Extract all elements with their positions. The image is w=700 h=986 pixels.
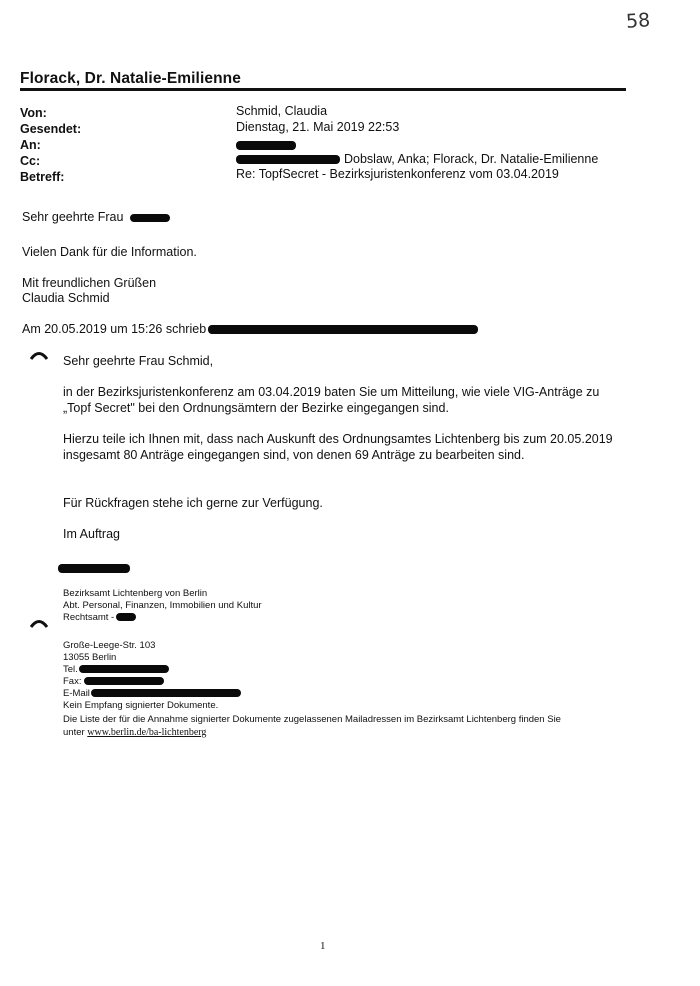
quote-mark-icon xyxy=(30,350,48,360)
reply-thanks: Vielen Dank für die Information. xyxy=(22,245,197,259)
district-office-link[interactable]: www.berlin.de/ba-lichtenberg xyxy=(87,727,207,738)
sig-link-row xyxy=(63,727,206,739)
header-divider xyxy=(20,88,626,91)
signer-name-redacted xyxy=(58,560,130,578)
redaction xyxy=(130,214,170,222)
sig-city: 13055 Berlin xyxy=(63,652,117,663)
mailbox-owner-name: Florack, Dr. Natalie-Emilienne xyxy=(20,70,241,87)
footer-page-number: 1 xyxy=(320,940,326,952)
sent-value: Dienstag, 21. Mai 2019 22:53 xyxy=(236,120,400,134)
cc-row xyxy=(236,152,598,166)
sig-email-label: E-Mail xyxy=(63,688,90,699)
quoted-para2-line2: insgesamt 80 Anträge eingegangen sind, von denen 69 Anträge zu bearbeiten sind. xyxy=(63,448,525,462)
sig-fax-label: Fax: xyxy=(63,676,82,687)
reply-signature: Claudia Schmid xyxy=(22,291,110,305)
sig-no-signed-docs: Kein Empfang signierter Dokumente. xyxy=(63,700,219,711)
quoted-greeting: Sehr geehrte Frau Schmid, xyxy=(63,354,214,368)
sig-list-note: Die Liste der für die Annahme signierter Dokumente zugelassenen Mailadressen im Bezirksamt Lichtenberg finden Sie xyxy=(63,714,561,725)
sig-unit-row xyxy=(63,612,136,624)
quoted-para3: Für Rückfragen stehe ich gerne zur Verfügung. xyxy=(63,496,323,510)
subject-value: Re: TopfSecret - Bezirksjuristenkonferenz vom 03.04.2019 xyxy=(236,167,559,181)
quoted-para1-line2: „Topf Secret" bei den Ordnungsämtern der Bezirke eingegangen sind. xyxy=(63,401,449,415)
quoted-para2-line1: Hierzu teile ich Ihnen mit, dass nach Auskunft des Ordnungsamtes Lichtenberg bis zum 20.05.2019 xyxy=(63,432,613,446)
to-label: An: xyxy=(20,138,41,152)
from-label: Von: xyxy=(20,106,47,120)
sig-tel-label: Tel. xyxy=(63,664,78,675)
sig-email-row xyxy=(63,688,241,700)
sig-list-prefix: unter xyxy=(63,727,85,738)
cc-redaction xyxy=(236,155,340,164)
redaction xyxy=(208,325,478,334)
sig-office: Bezirksamt Lichtenberg von Berlin xyxy=(63,588,208,599)
handwritten-page-number: 58 xyxy=(625,9,651,33)
quote-mark-icon xyxy=(30,618,48,628)
quoted-order: Im Auftrag xyxy=(63,527,120,541)
reply-greeting-row xyxy=(22,210,170,225)
cc-label: Cc: xyxy=(20,154,41,168)
quoted-intro-row xyxy=(22,322,478,337)
reply-greeting: Sehr geehrte Frau xyxy=(22,210,124,224)
sent-label: Gesendet: xyxy=(20,122,82,136)
redaction xyxy=(116,613,136,621)
to-value-redacted xyxy=(236,138,296,152)
sig-fax-row xyxy=(63,676,164,688)
redaction xyxy=(79,665,169,673)
redaction xyxy=(91,689,241,697)
sig-unit: Rechtsamt - xyxy=(63,612,115,623)
subject-label: Betreff: xyxy=(20,170,65,184)
quoted-para1-line1: in der Bezirksjuristenkonferenz am 03.04.2019 baten Sie um Mitteilung, wie viele VIG-Anträge zu xyxy=(63,385,600,399)
redaction xyxy=(84,677,164,685)
sig-street: Große-Leege-Str. 103 xyxy=(63,640,156,651)
cc-value: Dobslaw, Anka; Florack, Dr. Natalie-Emilienne xyxy=(344,152,599,166)
sig-tel-row xyxy=(63,664,169,676)
reply-closing: Mit freundlichen Grüßen xyxy=(22,276,157,290)
sig-department: Abt. Personal, Finanzen, Immobilien und Kultur xyxy=(63,600,262,611)
quoted-intro: Am 20.05.2019 um 15:26 schrieb xyxy=(22,322,207,336)
from-value: Schmid, Claudia xyxy=(236,104,328,118)
